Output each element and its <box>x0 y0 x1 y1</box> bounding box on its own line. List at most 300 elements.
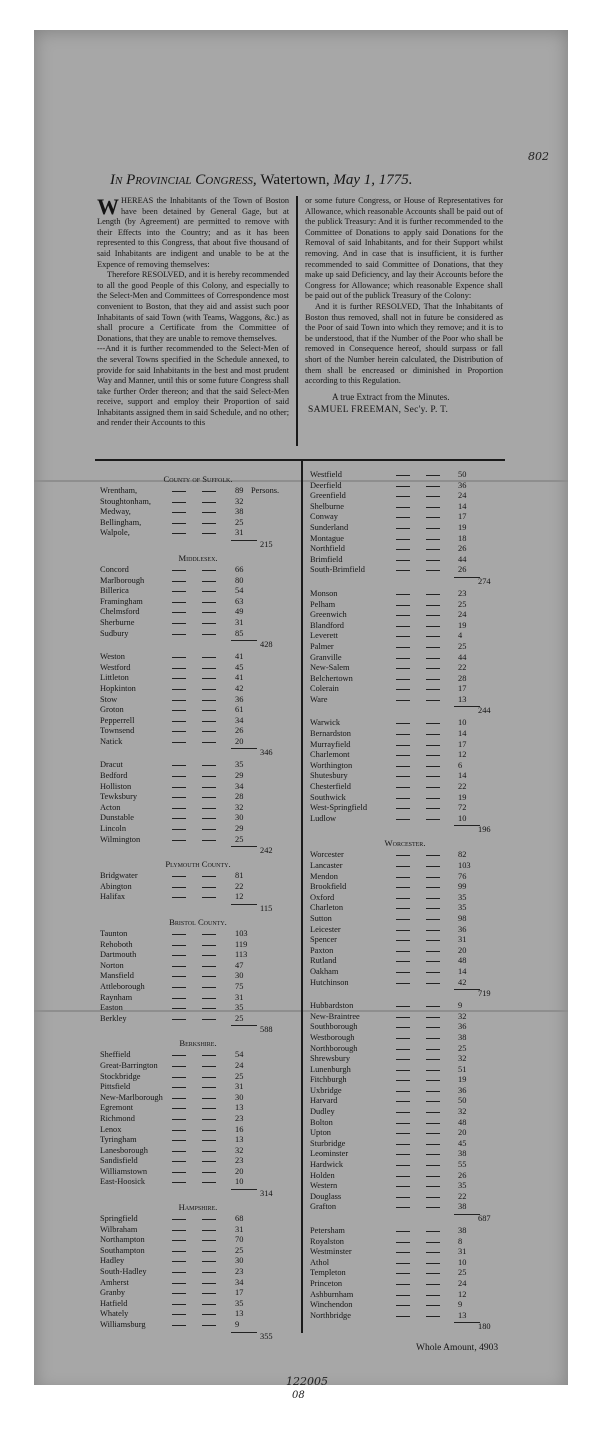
leader-dash <box>426 855 440 856</box>
leader-dash <box>426 1284 440 1285</box>
leader-dash <box>202 818 216 819</box>
town-row <box>100 1235 296 1246</box>
leader-dash <box>202 491 216 492</box>
town-row <box>310 642 500 653</box>
persons-count: 54 <box>235 586 244 596</box>
leader-dash <box>426 1112 440 1113</box>
leader-dash <box>202 678 216 679</box>
town-name: Spencer <box>310 935 337 945</box>
persons-count: 13 <box>235 1135 244 1145</box>
county-section <box>100 858 296 916</box>
town-row <box>310 1290 500 1301</box>
county-heading: Plymouth County. <box>165 859 231 870</box>
leader-dash <box>396 855 410 856</box>
leader-dash <box>202 765 216 766</box>
leader-dash <box>426 745 440 746</box>
leader-dash <box>396 1305 410 1306</box>
town-row <box>310 1192 500 1203</box>
persons-count: 35 <box>235 1298 244 1308</box>
town-row <box>100 607 296 618</box>
leader-dash <box>426 919 440 920</box>
leader-dash <box>172 976 186 977</box>
town-name: Sunderland <box>310 522 349 532</box>
town-name: Oakham <box>310 966 339 976</box>
leader-dash <box>172 721 186 722</box>
leader-dash <box>396 877 410 878</box>
town-row <box>100 486 296 497</box>
persons-count: 8 <box>458 1236 463 1246</box>
town-row <box>310 523 500 534</box>
leader-dash <box>172 1077 186 1078</box>
leader-dash <box>202 887 216 888</box>
county-total-row <box>100 1024 296 1037</box>
leader-dash <box>172 987 186 988</box>
town-name: Tewksbury <box>100 792 138 802</box>
sum-rule <box>231 640 257 641</box>
town-name: Leicester <box>310 924 341 934</box>
persons-count: 50 <box>458 470 467 479</box>
town-row <box>100 1278 296 1289</box>
leader-dash <box>202 581 216 582</box>
town-name: Westford <box>100 662 131 672</box>
town-name: Hutchinson <box>310 977 349 987</box>
town-name: Granville <box>310 652 342 662</box>
leader-dash <box>172 876 186 877</box>
resolution-paragraph: HEREAS the Inhabitants of the Town of Boston have been detained by General Gage, but at Length (by Agreement) are permitted to remove with their Effects into the Country; and as it has been represented to this Congress, that about five thousand of said Inhabitants are indigent and unable to be at the Expence of removing themselves: <box>97 196 289 269</box>
leader-dash <box>396 755 410 756</box>
persons-count: 25 <box>235 1013 244 1023</box>
town-row <box>310 1107 500 1118</box>
town-name: Dracut <box>100 760 123 770</box>
page-title <box>110 172 490 189</box>
drop-cap: W <box>97 194 119 219</box>
true-extract-note: A true Extract from the Minutes. <box>332 392 450 402</box>
leader-dash <box>426 1231 440 1232</box>
town-row <box>310 1149 500 1160</box>
leader-dash <box>426 766 440 767</box>
town-row <box>100 518 296 529</box>
leader-dash <box>426 570 440 571</box>
persons-count: 29 <box>235 771 244 781</box>
leader-dash <box>172 602 186 603</box>
leader-dash <box>202 623 216 624</box>
leader-dash <box>172 512 186 513</box>
town-row <box>310 1065 500 1076</box>
persons-count: 17 <box>235 1288 244 1298</box>
persons-count: 70 <box>235 1235 244 1245</box>
leader-dash <box>396 940 410 941</box>
persons-count: 19 <box>458 620 467 630</box>
leader-dash <box>396 808 410 809</box>
leader-dash <box>396 1242 410 1243</box>
town-row <box>310 1001 500 1012</box>
persons-count: 10 <box>458 813 467 823</box>
leader-dash <box>426 1091 440 1092</box>
town-row <box>310 1075 500 1086</box>
persons-count: 26 <box>458 565 467 575</box>
town-row <box>310 663 500 674</box>
persons-count: 24 <box>458 491 467 501</box>
town-row <box>100 993 296 1004</box>
town-row <box>100 1167 296 1178</box>
leader-dash <box>172 1293 186 1294</box>
leader-dash <box>426 866 440 867</box>
persons-count: 12 <box>458 750 467 760</box>
persons-count: 50 <box>458 1096 467 1106</box>
town-name: Grafton <box>310 1202 337 1212</box>
sum-rule <box>231 1025 257 1026</box>
town-name: Sutton <box>310 913 332 923</box>
town-row <box>100 929 296 940</box>
leader-dash <box>426 1242 440 1243</box>
county-heading: Worcester. <box>384 838 426 849</box>
resolution-paragraph: or some future Congress, or House of Representatives for Allowance, which reasonable Accounts shall be paid out of the publick Treasury: And it is further recommended to the Committee of Donations to apply said Donations for the Removal of said Inhabitants, and for their Support whilst removing. And in case that is insufficient, it is further recommended to said Committee of Donations, that they make up said Deficiency, and lay their Accounts before the Congress for Allowance; which reasonable Expence shall be paid out of the publick Treasury of the Colony: <box>305 196 503 301</box>
leader-dash <box>172 1055 186 1056</box>
persons-count: 30 <box>235 1256 244 1266</box>
town-row <box>310 1268 500 1279</box>
column-divider <box>296 196 298 446</box>
leader-dash <box>426 615 440 616</box>
county-total: 274 <box>478 576 491 586</box>
persons-count: 34 <box>235 781 244 791</box>
county-total: 242 <box>260 846 273 856</box>
town-name: Chesterfield <box>310 782 351 792</box>
leader-dash <box>202 1230 216 1231</box>
sum-rule <box>231 1189 257 1190</box>
town-name: South-Brimfield <box>310 565 365 575</box>
town-name: Mansfield <box>100 971 134 981</box>
leader-dash <box>396 819 410 820</box>
town-name: Attleborough <box>100 981 145 991</box>
town-name: Marlborough <box>100 575 145 585</box>
county-total-row <box>310 576 500 589</box>
archive-mark-top: 802 <box>528 150 549 163</box>
persons-count: 31 <box>235 528 244 538</box>
persons-count: 42 <box>458 977 467 987</box>
town-name: Lanesborough <box>100 1145 148 1155</box>
leader-dash <box>396 1112 410 1113</box>
persons-count: 14 <box>458 966 467 976</box>
leader-dash <box>202 1304 216 1305</box>
town-name: Wrentham, <box>100 486 138 495</box>
persons-count: 99 <box>458 882 467 892</box>
town-row <box>100 1072 296 1083</box>
county-total-row <box>310 705 500 718</box>
persons-count: 72 <box>458 803 467 813</box>
leader-dash <box>172 897 186 898</box>
town-row <box>100 1225 296 1236</box>
leader-dash <box>396 951 410 952</box>
town-row <box>310 1022 500 1033</box>
town-name: Lunenburgh <box>310 1064 351 1074</box>
town-name: Royalston <box>310 1236 344 1246</box>
persons-count: 30 <box>235 1092 244 1102</box>
leader-dash <box>202 512 216 513</box>
persons-count: 24 <box>458 1278 467 1288</box>
town-row <box>100 1093 296 1104</box>
persons-count: 51 <box>458 1064 467 1074</box>
leader-dash <box>426 626 440 627</box>
persons-count: 41 <box>235 673 244 683</box>
leader-dash <box>426 776 440 777</box>
town-name: Westminster <box>310 1247 352 1257</box>
town-row <box>100 652 296 663</box>
leader-dash <box>426 1080 440 1081</box>
persons-count: 38 <box>235 507 244 517</box>
town-row <box>310 555 500 566</box>
leader-dash <box>426 1133 440 1134</box>
town-name: Stow <box>100 694 118 704</box>
leader-dash <box>426 734 440 735</box>
leader-dash <box>426 1252 440 1253</box>
town-row <box>100 982 296 993</box>
town-name: Hatfield <box>100 1298 128 1308</box>
town-row <box>100 882 296 893</box>
leader-dash <box>426 1176 440 1177</box>
county-section <box>100 1201 296 1344</box>
town-name: Blandford <box>310 620 344 630</box>
leader-dash <box>396 866 410 867</box>
town-name: Natick <box>100 736 123 746</box>
town-row <box>310 718 500 729</box>
town-row <box>100 1156 296 1167</box>
leader-dash <box>396 961 410 962</box>
town-row <box>310 534 500 545</box>
town-row <box>310 1311 500 1322</box>
persons-count: 89 <box>235 486 244 495</box>
leader-dash <box>172 742 186 743</box>
leader-dash <box>426 887 440 888</box>
leader-dash <box>396 517 410 518</box>
town-row <box>310 1181 500 1192</box>
sum-rule <box>231 748 257 749</box>
town-name: Murrayfield <box>310 739 351 749</box>
leader-dash <box>202 1151 216 1152</box>
town-name: Rutland <box>310 956 337 966</box>
sum-rule <box>454 706 480 707</box>
leader-dash <box>172 818 186 819</box>
leader-dash <box>396 1207 410 1208</box>
leader-dash <box>396 594 410 595</box>
leader-dash <box>202 612 216 613</box>
town-name: Upton <box>310 1128 331 1138</box>
resolution-left-column <box>97 196 289 429</box>
leader-dash <box>396 700 410 701</box>
town-name: Groton <box>100 705 124 715</box>
town-name: Oxford <box>310 892 335 902</box>
persons-count: 22 <box>458 782 467 792</box>
town-row <box>100 1003 296 1014</box>
persons-count: 35 <box>458 903 467 913</box>
town-name: New-Marlborough <box>100 1092 163 1102</box>
town-row <box>100 565 296 576</box>
persons-count: 32 <box>235 496 244 506</box>
leader-dash <box>202 710 216 711</box>
leader-dash <box>172 1161 186 1162</box>
town-name: Wilbraham <box>100 1224 138 1234</box>
county-heading: Hampshire. <box>178 1202 218 1213</box>
title-part-2: Watertown, <box>260 172 330 188</box>
whole-amount-value: 4903 <box>479 1343 499 1353</box>
leader-dash <box>172 1325 186 1326</box>
town-name: Pelham <box>310 599 336 609</box>
persons-count: 25 <box>458 641 467 651</box>
town-row <box>100 684 296 695</box>
sum-rule <box>454 577 480 578</box>
leader-dash <box>396 626 410 627</box>
leader-dash <box>396 1080 410 1081</box>
leader-dash <box>172 945 186 946</box>
leader-dash <box>202 1055 216 1056</box>
persons-count: 31 <box>458 1247 467 1257</box>
county-heading: Berkshire. <box>179 1038 217 1049</box>
town-name: Holliston <box>100 781 132 791</box>
leader-dash <box>426 668 440 669</box>
town-name: Brimfield <box>310 554 343 564</box>
town-row <box>310 1226 500 1237</box>
town-name: Monson <box>310 588 338 598</box>
town-row <box>310 600 500 611</box>
leader-dash <box>202 1261 216 1262</box>
town-name: New-Salem <box>310 663 350 673</box>
leader-dash <box>202 1251 216 1252</box>
town-name: Rehoboth <box>100 939 133 949</box>
leader-dash <box>426 658 440 659</box>
persons-count: 48 <box>458 956 467 966</box>
leader-dash <box>426 755 440 756</box>
town-name: Granby <box>100 1288 126 1298</box>
town-name: Richmond <box>100 1113 135 1123</box>
town-row <box>310 1086 500 1097</box>
leader-dash <box>396 1038 410 1039</box>
whole-amount <box>416 1343 498 1353</box>
town-row <box>100 1125 296 1136</box>
town-row <box>310 1139 500 1150</box>
persons-count: 17 <box>458 684 467 694</box>
county-total-row <box>100 639 296 652</box>
town-row <box>310 978 500 989</box>
town-name: Billerica <box>100 586 129 596</box>
persons-count: 23 <box>458 588 467 598</box>
leader-dash <box>202 966 216 967</box>
leader-dash <box>202 998 216 999</box>
county-total: 719 <box>478 989 491 999</box>
leader-dash <box>396 1165 410 1166</box>
town-name: Southampton <box>100 1245 145 1255</box>
leader-dash <box>396 1231 410 1232</box>
leader-dash <box>172 1314 186 1315</box>
town-name: Bedford <box>100 771 128 781</box>
town-name: Egremont <box>100 1103 134 1113</box>
persons-count: 25 <box>458 1043 467 1053</box>
town-name: Whately <box>100 1309 129 1319</box>
county-heading: County of Suffolk. <box>163 474 233 484</box>
schedule-divider <box>301 461 303 1333</box>
sum-rule <box>454 1322 480 1323</box>
town-row <box>310 956 500 967</box>
town-row <box>100 576 296 587</box>
leader-dash <box>396 1273 410 1274</box>
persons-count: 25 <box>235 1071 244 1081</box>
town-row <box>310 1300 500 1311</box>
town-row <box>310 1012 500 1023</box>
town-name: Taunton <box>100 929 128 938</box>
town-name: Ware <box>310 694 328 704</box>
persons-count: 85 <box>235 628 244 638</box>
town-name: Hadley <box>100 1256 125 1266</box>
leader-dash <box>172 523 186 524</box>
sum-rule <box>454 989 480 990</box>
town-row <box>310 502 500 513</box>
town-name: Dunstable <box>100 813 134 823</box>
town-row <box>310 481 500 492</box>
town-name: Raynham <box>100 992 133 1002</box>
leader-dash <box>426 877 440 878</box>
leader-dash <box>426 517 440 518</box>
leader-dash <box>396 658 410 659</box>
persons-count: 35 <box>235 1003 244 1013</box>
persons-count: 20 <box>235 1166 244 1176</box>
persons-count: 23 <box>235 1267 244 1277</box>
leader-dash <box>172 1151 186 1152</box>
town-row <box>100 1014 296 1025</box>
town-row <box>310 850 500 861</box>
town-row <box>310 1258 500 1269</box>
leader-dash <box>172 1066 186 1067</box>
leader-dash <box>426 1123 440 1124</box>
archive-mark-bottom-2: 08 <box>292 1390 305 1401</box>
leader-dash <box>426 1316 440 1317</box>
town-row <box>310 729 500 740</box>
resolution-paragraph: Therefore RESOLVED, and it is hereby recommended to all the good People of this Colony, and especially to the Select-Men and Committees of Correspondence most convenient to Boston, that they aid and assist such poor Inhabitants of said Town (with Teams, Waggons, &c.) as shall procure a Certificate from the Committee of Donations, that they are unable to remove themselves. <box>97 270 289 343</box>
leader-dash <box>202 976 216 977</box>
town-name: Concord <box>100 564 129 574</box>
town-row <box>100 1267 296 1278</box>
county-section <box>310 470 500 589</box>
leader-dash <box>396 1295 410 1296</box>
town-row <box>310 621 500 632</box>
leader-dash <box>396 1070 410 1071</box>
persons-count: 82 <box>458 850 467 860</box>
town-row <box>100 760 296 771</box>
leader-dash <box>396 1284 410 1285</box>
town-row <box>310 631 500 642</box>
town-row <box>100 1061 296 1072</box>
leader-dash <box>172 840 186 841</box>
town-name: Hardwick <box>310 1160 344 1170</box>
town-row <box>310 903 500 914</box>
town-row <box>310 761 500 772</box>
leader-dash <box>202 742 216 743</box>
leader-dash <box>172 623 186 624</box>
leader-dash <box>202 721 216 722</box>
town-row <box>100 673 296 684</box>
persons-count: 75 <box>235 981 244 991</box>
county-section <box>100 916 296 1037</box>
sum-rule <box>231 1332 257 1333</box>
leader-dash <box>396 787 410 788</box>
county-section <box>100 652 296 760</box>
town-name: Ludlow <box>310 813 337 823</box>
persons-count: 80 <box>235 575 244 585</box>
town-name: Dudley <box>310 1107 335 1117</box>
town-name: Hopkinton <box>100 683 136 693</box>
leader-dash <box>426 1017 440 1018</box>
persons-count: 22 <box>235 881 244 891</box>
town-name: Charleton <box>310 903 344 913</box>
town-row <box>100 1246 296 1257</box>
leader-dash <box>396 983 410 984</box>
